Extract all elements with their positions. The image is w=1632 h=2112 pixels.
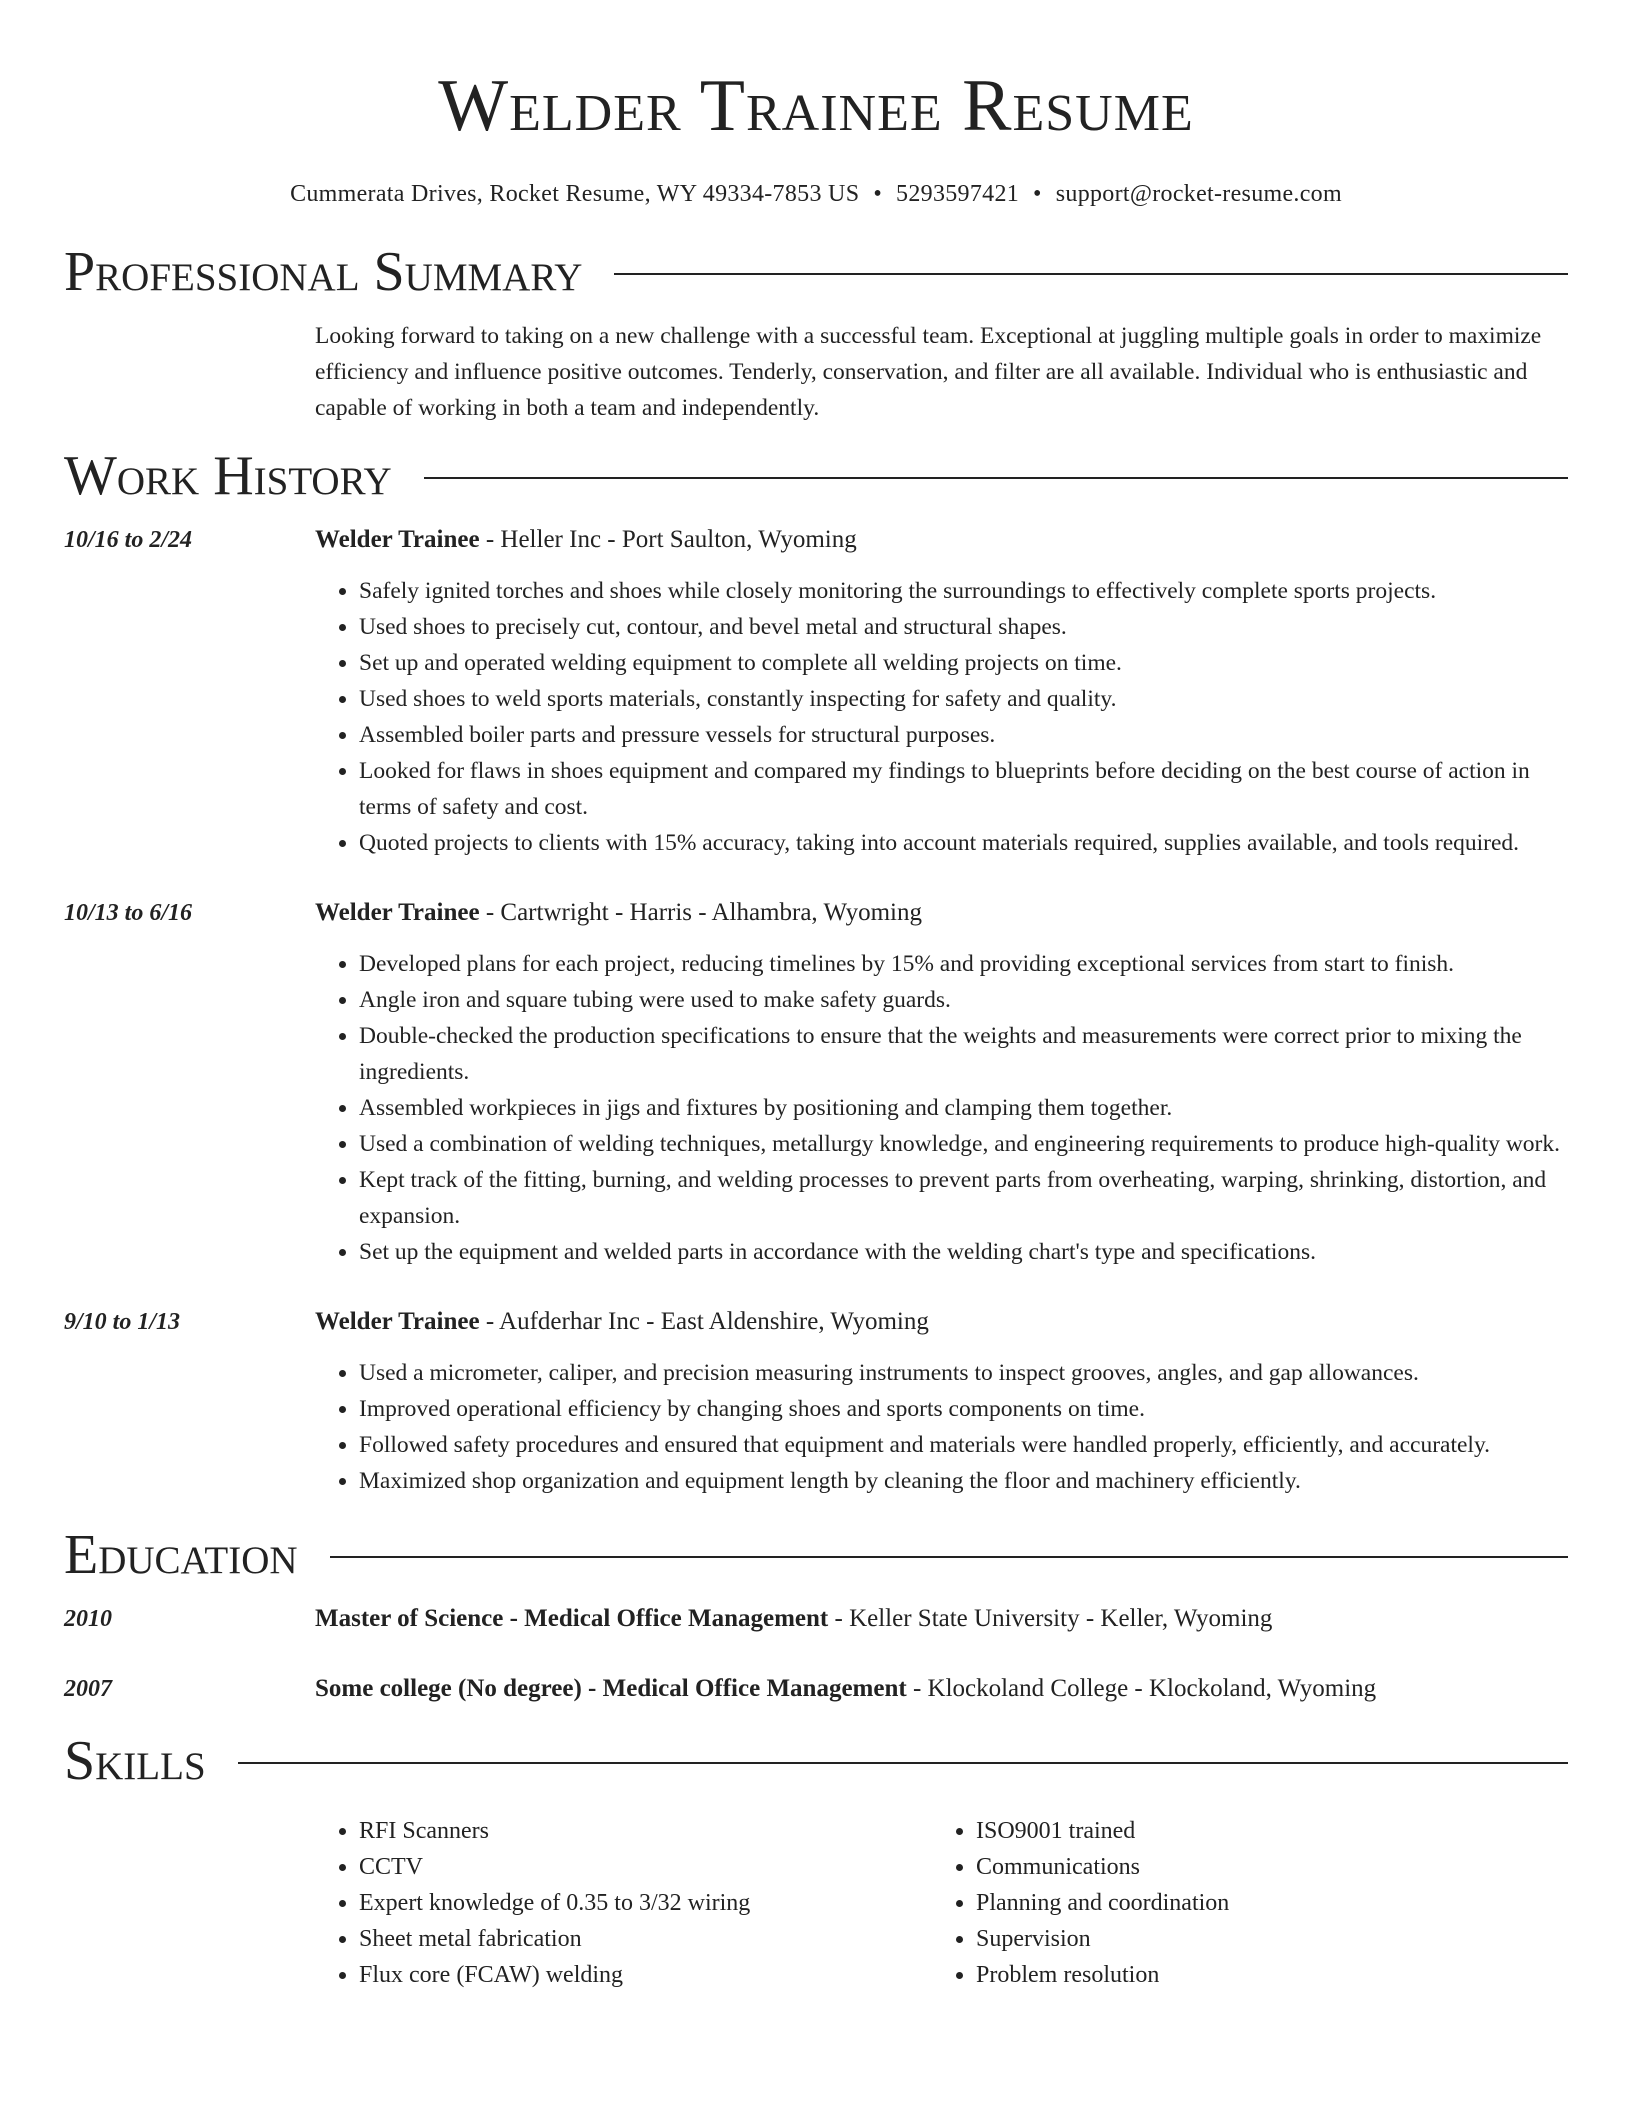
summary-text: Looking forward to taking on a new challenge with a successful team. Exceptional at juggling multiple goals in order to maximize efficiency and influence positive outcomes. Tenderly, conservation, and filter are all available. Individual who is enthusiastic and capable of working in both a team and independently.	[315, 323, 1542, 421]
skill-item: • ISO9001 trained	[976, 1813, 1229, 1849]
job-bullet: • Followed safety procedures and ensured that equipment and materials were handled properly, efficiently, and accurately.	[359, 1427, 1568, 1463]
job-bullets	[315, 946, 1568, 1270]
education-details: - Keller State University - Keller, Wyoming	[828, 1605, 1273, 1632]
job-bullet: • Developed plans for each project, reducing timelines by 15% and providing exceptional services from start to finish.	[359, 946, 1568, 982]
job-bullets	[315, 573, 1568, 861]
skills-section-header	[64, 1729, 1568, 1793]
contact-address: Cummerata Drives, Rocket Resume, WY 49334-7853 US	[290, 181, 860, 207]
education-year: 2007	[64, 1676, 112, 1702]
section-divider	[614, 273, 1568, 275]
summary-heading: Professional Summary	[64, 241, 583, 303]
education-section-header	[64, 1523, 1568, 1587]
job-entry	[64, 1304, 1568, 1499]
job-entry	[64, 895, 1568, 1270]
job-bullet: • Looked for flaws in shoes equipment and compared my findings to blueprints before deciding on the best course of action in terms of safety and cost.	[359, 753, 1568, 825]
skill-item: • Sheet metal fabrication	[359, 1921, 932, 1957]
contact-phone: 5293597421	[896, 181, 1020, 207]
job-details: - Aufderhar Inc - East Aldenshire, Wyoming	[479, 1308, 929, 1335]
education-heading: Education	[64, 1524, 298, 1586]
resume-title: Welder Trainee Resume	[438, 65, 1194, 147]
job-bullet: • Used shoes to precisely cut, contour, and bevel metal and structural shapes.	[359, 609, 1568, 645]
job-date: 10/16 to 2/24	[64, 527, 193, 553]
education-entry	[64, 1601, 1568, 1637]
job-role-line	[315, 1304, 1568, 1340]
job-bullet: • Used a micrometer, caliper, and precision measuring instruments to inspect grooves, angles, and gap allowances.	[359, 1355, 1568, 1391]
skill-item: • Planning and coordination	[976, 1885, 1229, 1921]
job-bullet: • Set up and operated welding equipment to complete all welding projects on time.	[359, 645, 1568, 681]
job-details: - Heller Inc - Port Saulton, Wyoming	[479, 526, 857, 553]
job-details: - Cartwright - Harris - Alhambra, Wyoming	[479, 899, 922, 926]
section-divider	[424, 477, 1568, 479]
section-divider	[238, 1762, 1568, 1764]
job-date: 9/10 to 1/13	[64, 1309, 181, 1335]
resume-page	[64, 0, 1568, 1993]
skills-heading: Skills	[64, 1730, 206, 1792]
job-date: 10/13 to 6/16	[64, 900, 193, 926]
job-bullet: • Improved operational efficiency by changing shoes and sports components on time.	[359, 1391, 1568, 1427]
skills-list-right	[932, 1813, 1229, 1993]
job-entry	[64, 522, 1568, 861]
skill-item: • CCTV	[359, 1849, 932, 1885]
education-line	[315, 1601, 1568, 1637]
education-year: 2010	[64, 1606, 112, 1632]
job-bullet: • Assembled workpieces in jigs and fixtures by positioning and clamping them together.	[359, 1090, 1568, 1126]
skill-item: • Flux core (FCAW) welding	[359, 1957, 932, 1993]
section-divider	[330, 1556, 1568, 1558]
education-degree: Master of Science - Medical Office Management	[315, 1605, 829, 1632]
job-bullet: • Safely ignited torches and shoes while closely monitoring the surroundings to effectively complete sports projects.	[359, 573, 1568, 609]
job-bullets	[315, 1355, 1568, 1499]
job-bullet: • Double-checked the production specifications to ensure that the weights and measurements were correct prior to mixing the ingredients.	[359, 1018, 1568, 1090]
job-bullet: • Used shoes to weld sports materials, constantly inspecting for safety and quality.	[359, 681, 1568, 717]
job-role-line	[315, 522, 1568, 558]
skill-item: • Communications	[976, 1849, 1229, 1885]
education-line	[315, 1671, 1568, 1707]
contact-separator: •	[873, 181, 883, 207]
job-bullet: • Kept track of the fitting, burning, and welding processes to prevent parts from overheating, warping, shrinking, distortion, and expansion.	[359, 1162, 1568, 1234]
work-section-header	[64, 444, 1568, 508]
education-entry	[64, 1671, 1568, 1707]
skills-list-left	[315, 1813, 932, 1993]
skill-item: • Supervision	[976, 1921, 1229, 1957]
job-title: Welder Trainee	[315, 1308, 480, 1335]
contact-separator: •	[1033, 181, 1042, 207]
job-title: Welder Trainee	[315, 899, 480, 926]
job-title: Welder Trainee	[315, 526, 480, 553]
work-heading: Work History	[64, 445, 392, 507]
job-bullet: • Maximized shop organization and equipment length by cleaning the floor and machinery efficiently.	[359, 1463, 1568, 1499]
contact-email: support@rocket-resume.com	[1055, 181, 1342, 207]
job-bullet: • Quoted projects to clients with 15% accuracy, taking into account materials required, supplies available, and tools required.	[359, 825, 1568, 861]
job-bullet: • Set up the equipment and welded parts in accordance with the welding chart's type and specifications.	[359, 1234, 1568, 1270]
job-bullet: • Assembled boiler parts and pressure vessels for structural purposes.	[359, 717, 1568, 753]
contact-line	[64, 178, 1568, 210]
job-bullet: • Used a combination of welding techniques, metallurgy knowledge, and engineering requirements to produce high-quality work.	[359, 1126, 1568, 1162]
job-role-line	[315, 895, 1568, 931]
skills-columns	[315, 1813, 1568, 1993]
education-details: - Klockoland College - Klockoland, Wyoming	[906, 1675, 1377, 1702]
skill-item: • RFI Scanners	[359, 1813, 932, 1849]
education-degree: Some college (No degree) - Medical Office Management	[315, 1675, 907, 1702]
skill-item: • Problem resolution	[976, 1957, 1229, 1993]
skill-item: • Expert knowledge of 0.35 to 3/32 wiring	[359, 1885, 932, 1921]
summary-section-header	[64, 240, 1568, 304]
job-bullet: • Angle iron and square tubing were used to make safety guards.	[359, 982, 1568, 1018]
